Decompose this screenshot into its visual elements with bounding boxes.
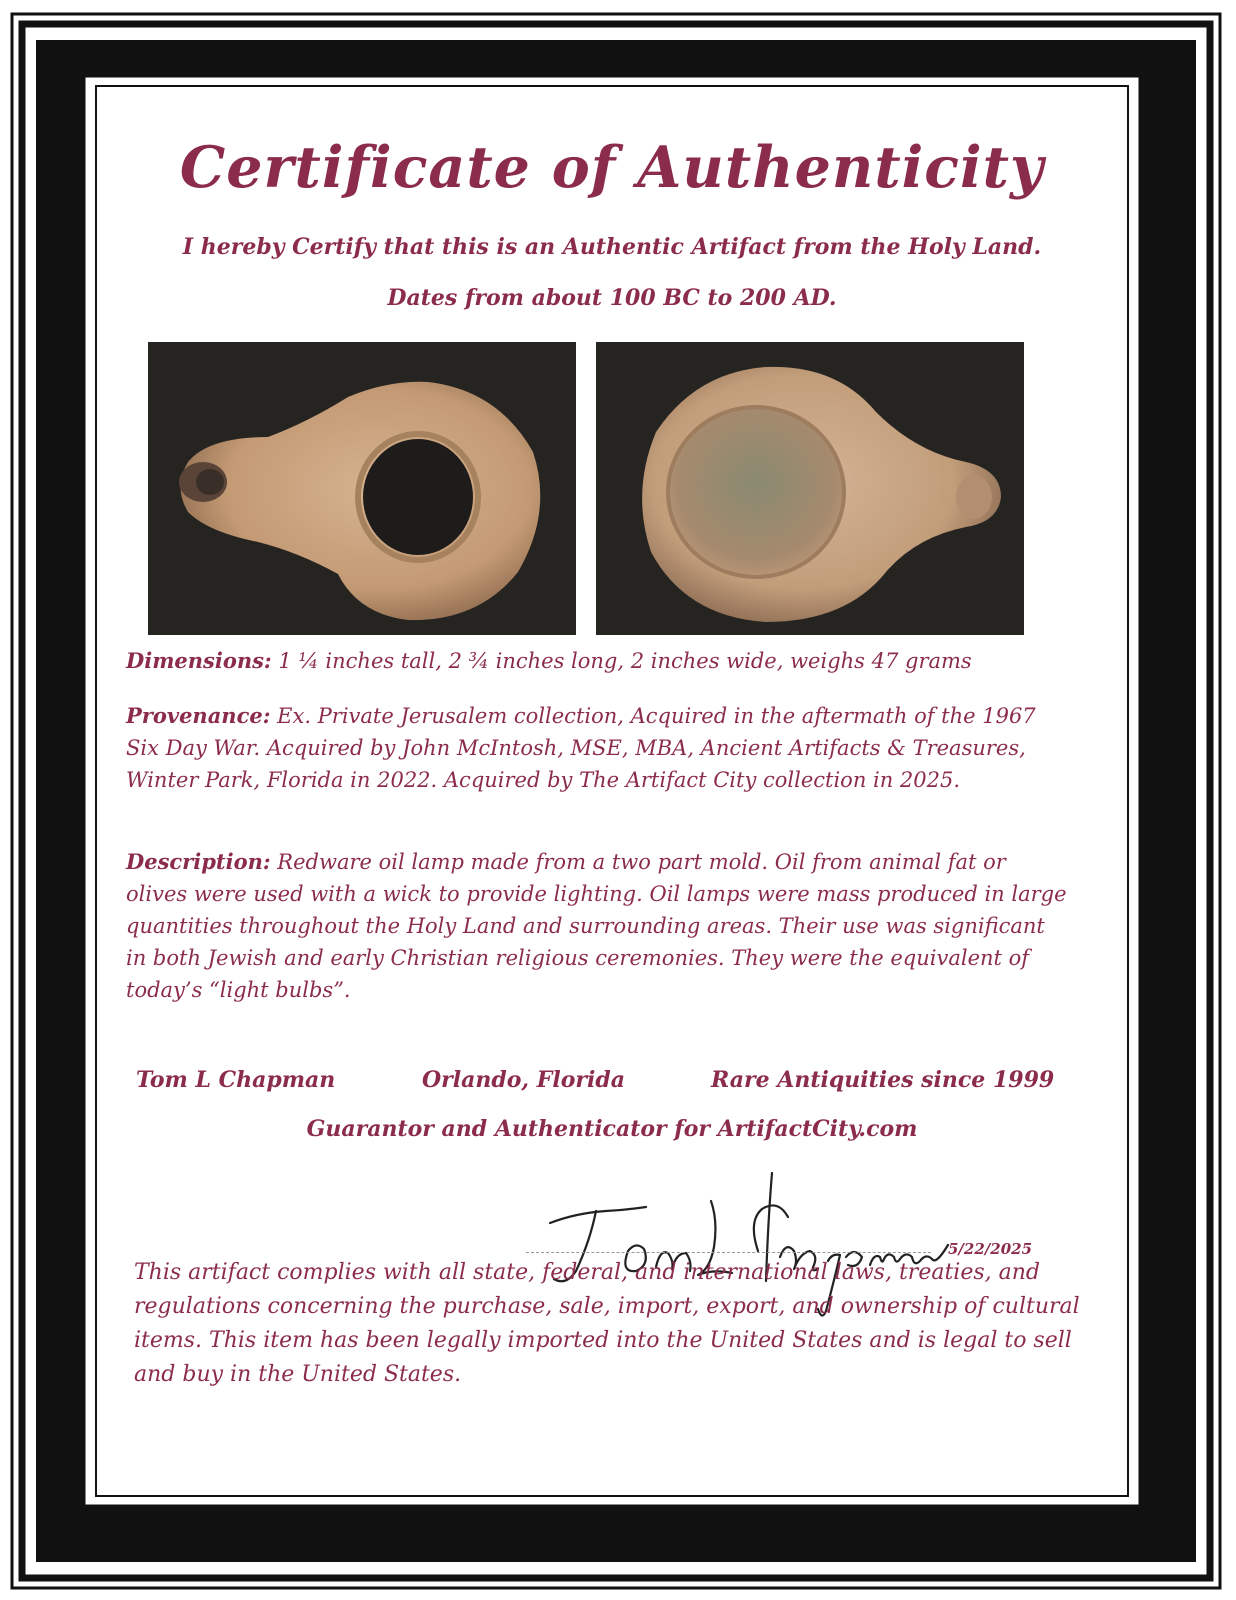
description-text: Redware oil lamp made from a two part mold. Oil from animal fat or olives were used with a wick to provide lighting. Oil lamps were mass produced in large quantities throughout the Holy Land and surrounding areas. Their use was significant in both Jewish and early Christian religious ceremonies. They were the equivalent of today’s “light bulbs”. [126, 850, 1067, 1002]
signature-line [526, 1252, 931, 1253]
signature-date: 5/22/2025 [948, 1240, 1033, 1258]
guarantor-line: Guarantor and Authenticator for ArtifactCity.com [306, 1116, 918, 1142]
signer-name: Tom L Chapman [136, 1067, 336, 1093]
date-range: Dates from about 100 BC to 200 AD. [387, 285, 837, 311]
description-label: Description: [126, 849, 271, 874]
certificate-panel [106, 94, 1118, 1488]
certificate-title: Certificate of Authenticity [179, 134, 1045, 201]
dimensions-text: 1 ¼ inches tall, 2 ¾ inches long, 2 inches wide, weighs 47 grams [271, 649, 972, 673]
dimensions-label: Dimensions: [126, 648, 272, 673]
provenance-paragraph [126, 700, 1071, 796]
dimensions-paragraph [126, 645, 1071, 677]
provenance-text: Ex. Private Jerusalem collection, Acquired in the aftermath of the 1967 Six Day War. Acquired by John McIntosh, MSE, MBA, Ancient Artifacts & Treasures, Winter Park, Florida in 2022. Acquired by The Artifact City collection in 2025. [126, 704, 1036, 792]
legal-compliance-text: This artifact complies with all state, federal, and international laws, treaties, and regulations concerning the purchase, sale, import, export, and ownership of cultural items. This item has been legally imported into the United States and is legal to sell and buy in the United States. [134, 1260, 1080, 1387]
signer-location: Orlando, Florida [422, 1067, 625, 1093]
certify-statement: I hereby Certify that this is an Authentic Artifact from the Holy Land. [182, 234, 1042, 260]
oil-lamp-top-photo [148, 342, 576, 635]
signer-tagline: Rare Antiquities since 1999 [711, 1067, 1055, 1093]
provenance-label: Provenance: [126, 703, 271, 728]
description-paragraph [126, 846, 1071, 1006]
oil-lamp-bottom-photo [596, 342, 1024, 635]
